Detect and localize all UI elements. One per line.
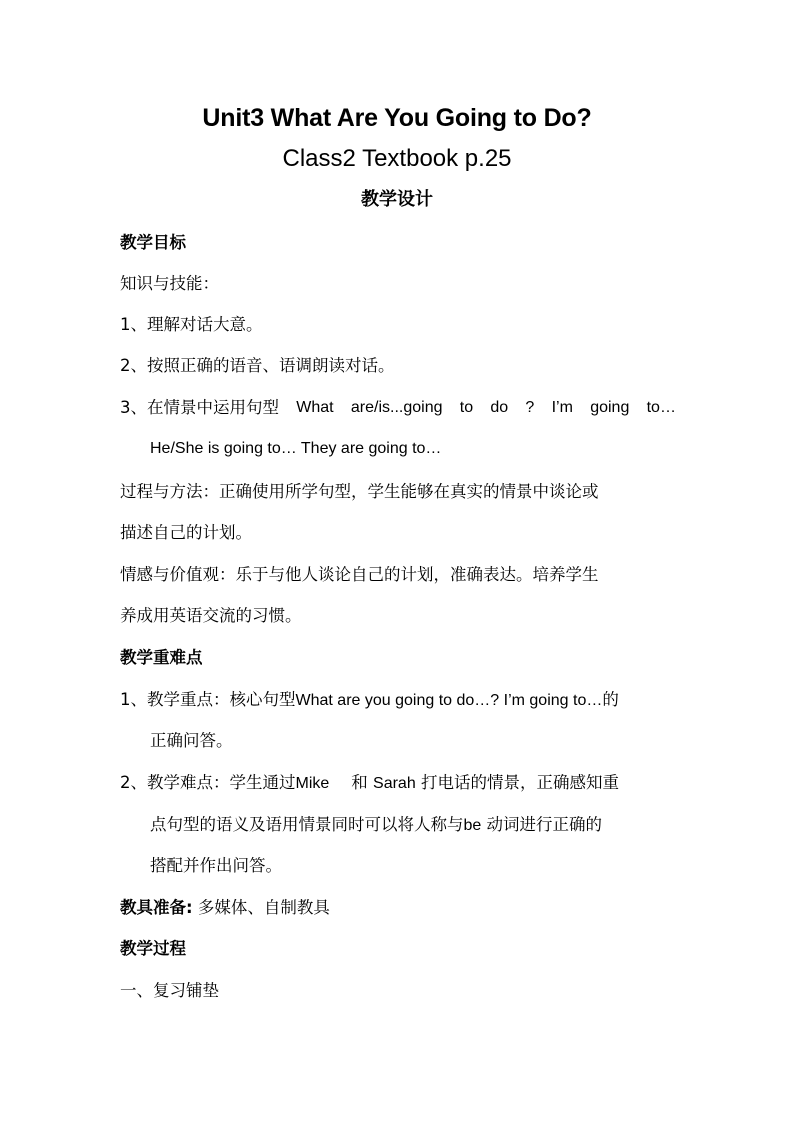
objective-item-3-token: do xyxy=(490,399,509,416)
key-point-2-line-2-b: 动词进行正确的 xyxy=(486,815,603,834)
objective-item-3-token: What xyxy=(296,399,334,416)
document-title: Unit3 What Are You Going to Do? xyxy=(202,104,592,132)
key-point-2-mike: Mike xyxy=(295,775,330,792)
key-point-1-line-1 xyxy=(120,688,619,713)
document-subtitle: Class2 Textbook p.25 xyxy=(282,145,512,172)
objective-item-2: 2、按照正确的语音、语调朗读对话。 xyxy=(120,356,395,375)
objectives-heading: 教学目标 xyxy=(120,233,186,252)
design-heading: 教学设计 xyxy=(361,189,433,210)
key-point-2-line-1 xyxy=(120,771,619,796)
emotion-values-line-1: 情感与价值观：乐于与他人谈论自己的计划，准确表达。培养学生 xyxy=(120,565,599,584)
key-points-heading: 教学重难点 xyxy=(120,648,203,667)
objective-item-3 xyxy=(120,396,676,420)
process-heading: 教学过程 xyxy=(120,939,186,958)
objective-item-1: 1、理解对话大意。 xyxy=(120,315,263,334)
tools-label: 教具准备: xyxy=(120,898,193,917)
key-point-1-prefix: 1、教学重点：核心句型 xyxy=(120,690,296,709)
objective-item-3-continuation: He/She is going to… They are going to… xyxy=(150,440,442,457)
key-point-2-be: be xyxy=(463,817,482,834)
tools-line xyxy=(120,896,330,920)
key-point-2-line-3: 搭配并作出问答。 xyxy=(150,856,282,875)
key-point-2-part-b: 和 xyxy=(351,773,368,792)
objective-item-3-token: I’m xyxy=(551,399,573,416)
key-point-1-english: What are you going to do…? I’m going to… xyxy=(295,692,603,709)
process-method-line-1: 过程与方法：正确使用所学句型，学生能够在真实的情景中谈论或 xyxy=(120,482,599,501)
objective-item-3-token: ? xyxy=(525,399,535,416)
key-point-2-sarah: Sarah xyxy=(373,775,416,792)
key-point-1-suffix: 的 xyxy=(602,690,619,709)
key-point-2-part-a: 2、教学难点：学生通过 xyxy=(120,773,296,792)
knowledge-skills-label: 知识与技能： xyxy=(120,274,219,293)
objective-item-3-token: to… xyxy=(646,399,676,416)
objective-item-3-token: are/is...going xyxy=(350,399,443,416)
process-step-1: 一、复习铺垫 xyxy=(120,981,219,1000)
objective-item-3-token: to xyxy=(459,399,474,416)
key-point-1-line-2: 正确问答。 xyxy=(150,731,233,750)
emotion-values-line-2: 养成用英语交流的习惯。 xyxy=(120,606,302,625)
process-method-line-2: 描述自己的计划。 xyxy=(120,523,252,542)
tools-value: 多媒体、自制教具 xyxy=(192,898,330,917)
key-point-2-line-2-a: 点句型的语义及语用情景同时可以将人称与 xyxy=(150,815,464,834)
key-point-2-line-2 xyxy=(150,813,602,838)
key-point-2-part-c: 打电话的情景，正确感知重 xyxy=(420,773,619,792)
objective-item-3-token: going xyxy=(590,399,630,416)
objective-item-3-prefix: 3、在情景中运用句型 xyxy=(120,398,279,417)
